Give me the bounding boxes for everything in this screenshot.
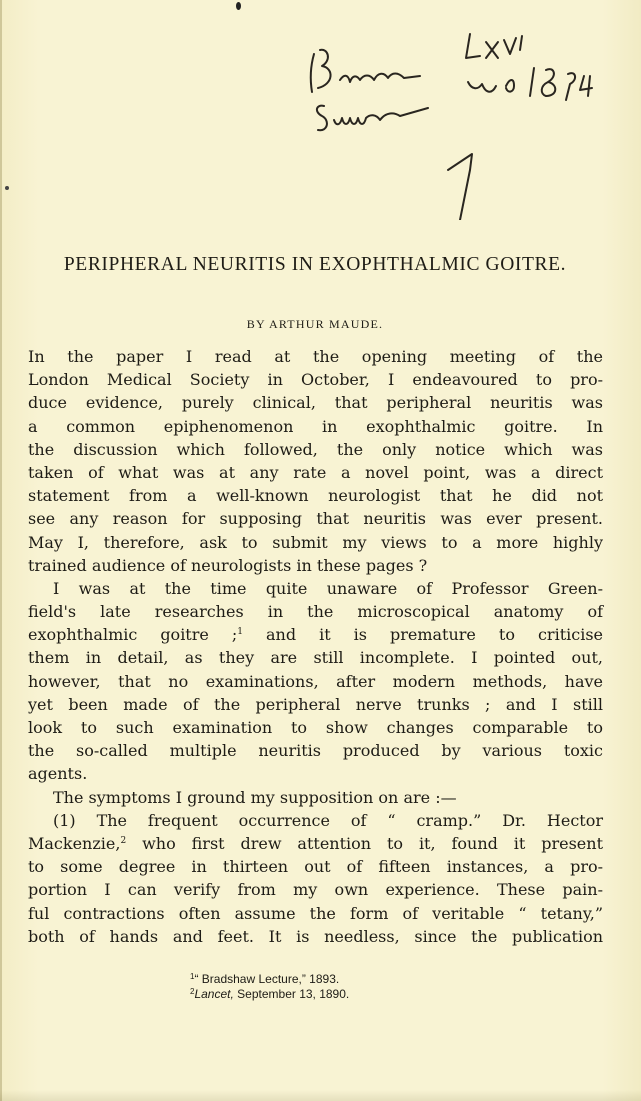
footnote — [190, 972, 590, 987]
body-line-with-footnote — [28, 623, 603, 646]
author-byline: BY ARTHUR MAUDE. — [246, 317, 384, 331]
page-bottom-shadow — [0, 1090, 641, 1101]
body-line: London Medical Society in October, I endeavoured to pro- — [28, 370, 603, 390]
body-line: the so-called multiple neuritis produced by various toxic — [28, 741, 603, 761]
handwritten-annotation — [300, 20, 641, 220]
body-line: both of hands and feet. It is needless, since the publication — [28, 926, 603, 946]
margin-mark — [5, 186, 9, 190]
footnote-text: “ Bradshaw Lecture,” 1893. — [194, 972, 340, 986]
article-title: PERIPHERAL NEURITIS IN EXOPHTHALMIC GOITRE. — [63, 254, 567, 275]
footnote-marker: 2 — [120, 835, 127, 846]
body-text-fragment: Mackenzie, — [28, 833, 121, 853]
body-line: In the paper I read at the opening meeting of the — [28, 347, 603, 366]
body-line: May I, therefore, ask to submit my views to a more highly — [28, 532, 603, 552]
body-line: to some degree in thirteen out of fifteen instances, a pro- — [28, 857, 603, 877]
body-line: agents. — [28, 764, 88, 784]
body-line: taken of what was at any rate a novel point, was a direct — [28, 462, 603, 482]
body-line: the discussion which followed, the only notice which was — [28, 439, 603, 459]
footnotes — [190, 972, 590, 1002]
article-body — [28, 337, 603, 948]
footnote-journal: Lancet, — [194, 987, 234, 1001]
body-line: them in detail, as they are still incomplete. I pointed out, — [28, 648, 603, 668]
footnote-text: September 13, 1890. — [233, 987, 350, 1001]
footnote-number: 2 — [190, 987, 195, 996]
body-text-fragment: and it is premature to criticise — [266, 625, 603, 645]
body-line: trained audience of neurologists in these pages ? — [28, 555, 428, 575]
body-text-fragment: who first drew attention to it, found it present — [142, 833, 603, 853]
body-line: portion I can verify from my own experience. These pain- — [28, 880, 603, 900]
body-line: (1) The frequent occurrence of “ cramp.” Dr. Hector — [53, 810, 603, 830]
body-line: statement from a well-known neurologist that he did not — [28, 486, 603, 506]
footnote-marker: 1 — [237, 627, 243, 638]
body-line: duce evidence, purely clinical, that peripheral neuritis was — [28, 393, 603, 413]
body-line: look to such examination to show changes comparable to — [28, 718, 603, 737]
body-line: I was at the time quite unaware of Professor Green- — [53, 578, 603, 598]
body-line: field's late researches in the microscopical anatomy of — [28, 602, 603, 622]
body-line: The symptoms I ground my supposition on are :— — [53, 787, 457, 807]
page-edge — [0, 0, 2, 1101]
body-text-fragment: exophthalmic goitre ; — [28, 625, 238, 645]
body-line: a common epiphenomenon in exophthalmic goitre. In — [28, 416, 603, 436]
body-line: however, that no examinations, after modern methods, have — [28, 671, 603, 691]
body-line: yet been made of the peripheral nerve trunks ; and I still — [28, 694, 603, 714]
body-line: see any reason for supposing that neuritis was ever present. — [28, 509, 603, 529]
body-line-with-footnote — [28, 832, 603, 855]
footnote — [190, 987, 590, 1002]
ink-spot — [236, 2, 241, 10]
body-line: ful contractions often assume the form of veritable “ tetany,” — [28, 903, 603, 923]
footnote-number: 1 — [190, 972, 195, 981]
